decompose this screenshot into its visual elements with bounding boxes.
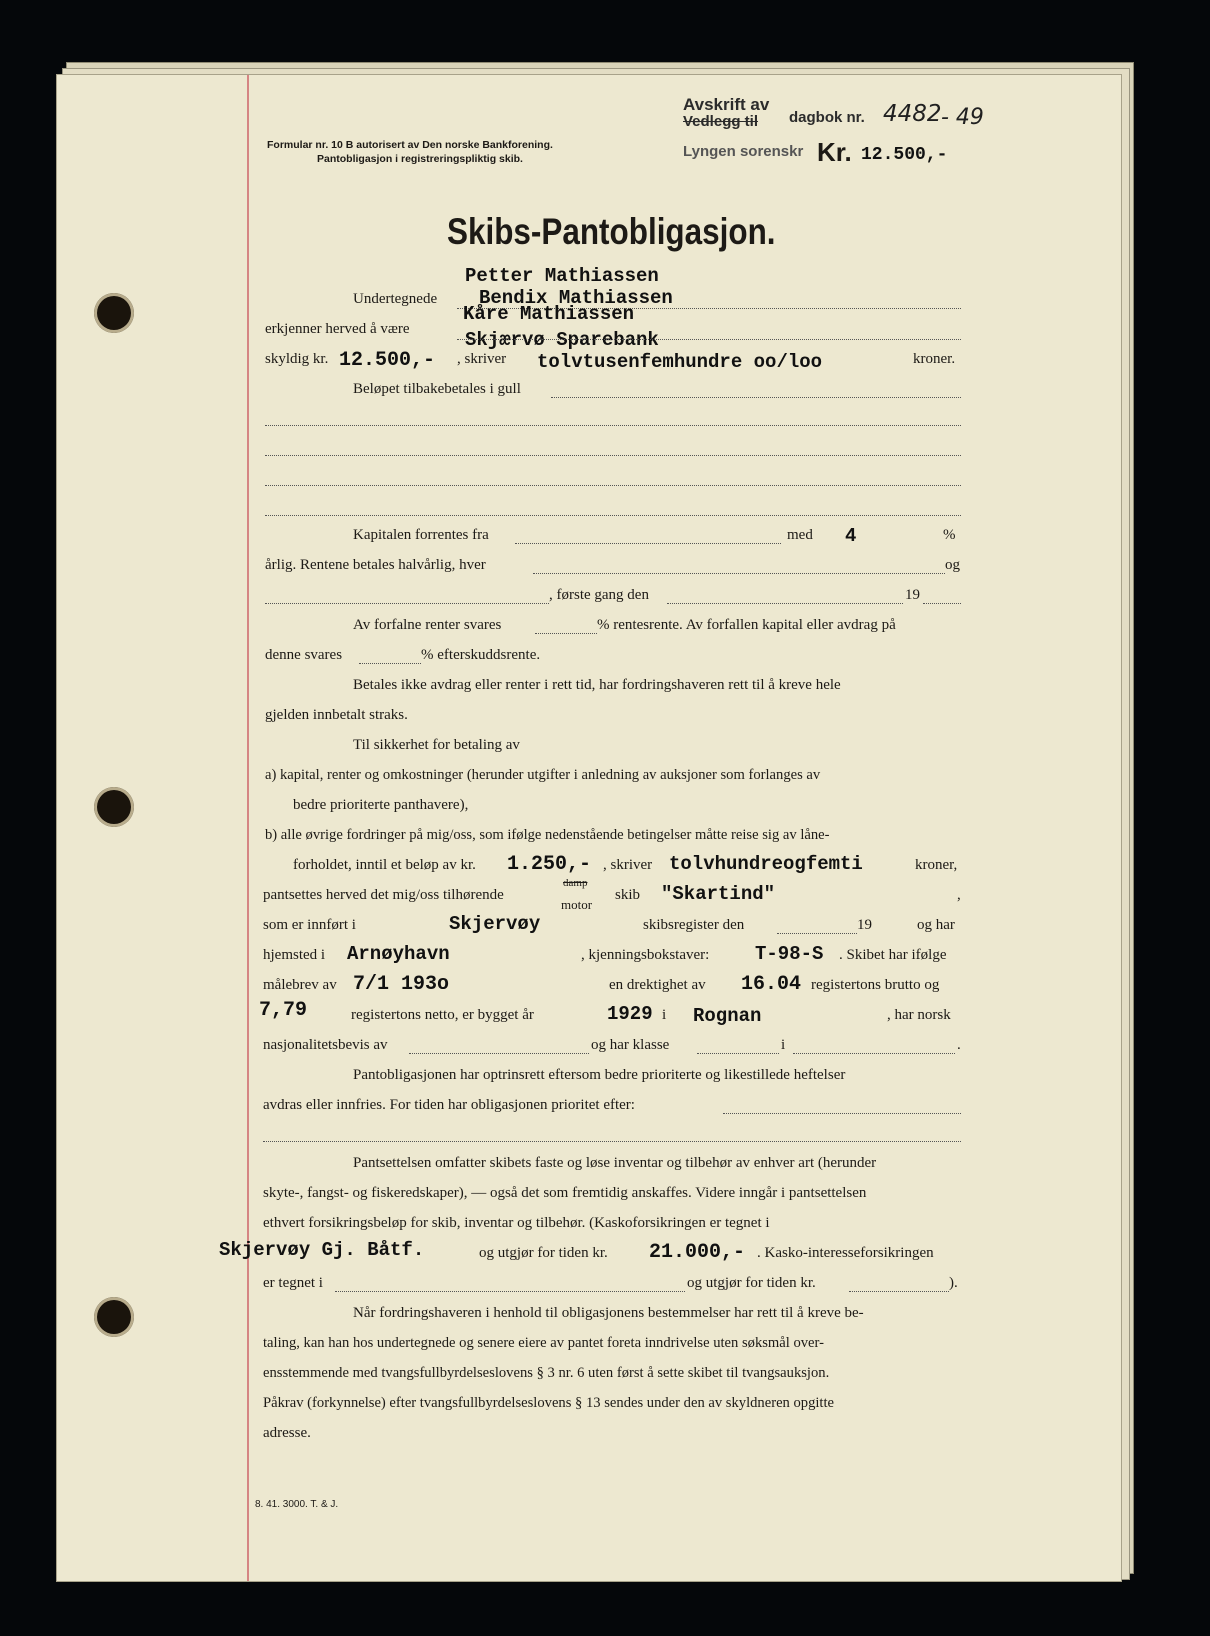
- period: .: [957, 1037, 961, 1053]
- fill-line: [263, 1141, 961, 1142]
- malebrev-date: 7/1 193o: [353, 973, 450, 996]
- utgjor-label: og utgjør for tiden kr.: [479, 1245, 608, 1261]
- skyldig-label: skyldig kr.: [265, 351, 329, 367]
- drektighet-label: en drektighet av: [609, 977, 706, 993]
- built-year: 1929: [607, 1003, 653, 1025]
- netto-label: registertons netto, er bygget år: [351, 1007, 534, 1023]
- pant-line-2: skyte-, fangst- og fiskeredskaper), — også det som fremtidig anskaffes. Videre inngår i pantsettelsen: [263, 1185, 867, 1201]
- og-label: og: [945, 557, 960, 573]
- stamp-sorenskriver: Lyngen sorenskr: [683, 143, 804, 160]
- optrinsrett-line-2: avdras eller innfries. For tiden har obligasjonen prioritet efter:: [263, 1097, 635, 1113]
- fill-line: [551, 397, 961, 398]
- fill-line: [265, 485, 961, 486]
- clause-b-line-2: forholdet, inntil et beløp av kr.: [293, 857, 476, 873]
- creditor-name: Skjærvø Sparebank: [465, 329, 659, 351]
- kasko-interesse: . Kasko-interesseforsikringen: [757, 1245, 934, 1261]
- insurer-name: Skjervøy Gj. Båtf.: [219, 1239, 425, 1261]
- clause-a-line-1: a) kapital, renter og omkostninger (herunder utgifter i anledning av auksjoner som forlanges av: [265, 767, 821, 783]
- fill-line: [265, 455, 961, 456]
- stamp-vedlegg: Vedlegg til: [683, 113, 759, 130]
- efterskudd-text: % efterskuddsrente.: [421, 647, 541, 663]
- fill-line: [535, 633, 597, 634]
- rentesrente-text: % rentesrente. Av forfallen kapital eller avdrag på: [597, 617, 896, 633]
- er-tegnet: er tegnet i: [263, 1275, 323, 1291]
- fill-line: [265, 425, 961, 426]
- b-skriver: , skriver: [603, 857, 653, 873]
- skibet-har: . Skibet har ifølge: [839, 947, 947, 963]
- comma: ,: [957, 887, 961, 903]
- klasse-label: og har klasse: [591, 1037, 670, 1053]
- og-har: og har: [917, 917, 955, 933]
- brutto-label: registertons brutto og: [811, 977, 940, 993]
- debtor-name-1: Petter Mathiassen: [465, 265, 659, 287]
- dagbok-year: - 49: [941, 105, 984, 130]
- close-paren: ).: [949, 1275, 958, 1291]
- med-label: med: [787, 527, 813, 543]
- secured-amount: 1.250,-: [507, 853, 592, 876]
- final-line-2: taling, kan han hos undertegnede og senere eiere av pantet foreta inndrivelse uten søksmål over-: [263, 1335, 824, 1351]
- document-title: Skibs-Pantobligasjon.: [447, 211, 776, 252]
- skibsregister-text: skibsregister den: [643, 917, 745, 933]
- fill-line: [923, 603, 961, 604]
- year-nineteen: 19: [905, 587, 920, 603]
- punch-hole: [94, 787, 134, 827]
- register-place: Skjervøy: [449, 913, 541, 935]
- clause-b-line-1: b) alle øvrige fordringer på mig/oss, som ifølge nedenstående betingelser måtte reise sig av låne-: [265, 827, 830, 843]
- betales-line-1: Betales ikke avdrag eller renter i rett tid, har fordringshaveren rett til å kreve hele: [353, 677, 841, 693]
- arlig-text: årlig. Rentene betales halvårlig, hver: [265, 557, 486, 573]
- kroner-label: kroner.: [913, 351, 956, 367]
- fill-line: [793, 1053, 955, 1054]
- final-line-3: ensstemmende med tvangsfullbyrdelseslovens § 3 nr. 6 uten først å sette skibet til tvangsauksjon.: [263, 1365, 830, 1381]
- pant-line-1: Pantsettelsen omfatter skibets faste og løse inventar og tilbehør av enhver art (herunder: [353, 1155, 877, 1171]
- stamp-dagbok: dagbok nr.: [789, 109, 865, 126]
- malebrev-label: målebrev av: [263, 977, 337, 993]
- print-code: 8. 41. 3000. T. & J.: [255, 1499, 339, 1510]
- net-tonnage: 7,79: [259, 999, 308, 1022]
- final-line-5: adresse.: [263, 1425, 311, 1441]
- margin-line: [247, 75, 249, 1581]
- insured-amount: 21.000,-: [649, 1241, 746, 1264]
- percent-sign: %: [943, 527, 956, 543]
- final-line-1: Når fordringshaveren i henhold til obligasjonens bestemmelser har rett til å kreve be-: [353, 1305, 864, 1321]
- form-number: Formular nr. 10 B autorisert av Den norske Bankforening.: [267, 139, 553, 151]
- year-nineteen-2: 19: [857, 917, 872, 933]
- clause-a-line-2: bedre prioriterte panthavere),: [293, 797, 469, 813]
- interest-rate: 4: [845, 525, 857, 547]
- innfort-text: som er innført i: [263, 917, 356, 933]
- punch-hole: [94, 293, 134, 333]
- i-label: i: [662, 1007, 667, 1023]
- undertegnede-label: Undertegnede: [353, 291, 438, 307]
- built-place: Rognan: [693, 1005, 762, 1027]
- fill-line: [849, 1291, 949, 1292]
- motor-label: motor: [561, 897, 593, 912]
- debtor-name-2: Bendix Mathiassen: [479, 287, 673, 309]
- nasjonalitet-label: nasjonalitetsbevis av: [263, 1037, 388, 1053]
- secured-amount-words: tolvhundreogfemti: [669, 853, 863, 875]
- debt-amount: 12.500,-: [339, 349, 436, 372]
- erkjenner-label: erkjenner herved å være: [265, 321, 410, 337]
- fill-line: [723, 1113, 961, 1114]
- fill-line: [457, 339, 961, 340]
- dagbok-number: 4482: [883, 101, 942, 127]
- damp-struck: damp: [563, 877, 588, 889]
- kapitalen-text: Kapitalen forrentes fra: [353, 527, 489, 543]
- final-line-4: Påkrav (forkynnelse) efter tvangsfullbyrdelseslovens § 13 sendes under den av skyldneren opgitte: [263, 1395, 835, 1411]
- stamp-avskrift: Avskrift av: [683, 95, 770, 114]
- forste-gang: , første gang den: [549, 587, 649, 603]
- debtor-name-3: Kåre Mathiassen: [463, 303, 635, 325]
- fill-line: [697, 1053, 779, 1054]
- gross-tonnage: 16.04: [741, 973, 802, 996]
- hjemsted-label: hjemsted i: [263, 947, 326, 963]
- pantsettes-text: pantsettes herved det mig/oss tilhørende: [263, 887, 504, 903]
- fill-line: [265, 515, 961, 516]
- debt-amount-words: tolvtusenfemhundre oo/loo: [537, 351, 823, 373]
- b-kroner: kroner,: [915, 857, 958, 873]
- skib-label: skib: [615, 887, 641, 903]
- denne-svares: denne svares: [265, 647, 343, 663]
- fill-line: [359, 663, 421, 664]
- kr-label: Kr.: [817, 137, 852, 167]
- gull-text: Beløpet tilbakebetales i gull: [353, 381, 521, 397]
- fill-line: [515, 543, 781, 544]
- kjennings-label: , kjenningsbokstaver:: [581, 947, 710, 963]
- forfalne-text: Av forfalne renter svares: [353, 617, 502, 633]
- fill-line: [533, 573, 945, 574]
- pant-line-3: ethvert forsikringsbeløp for skib, inventar og tilbehør. (Kaskoforsikringen er tegnet i: [263, 1215, 770, 1231]
- betales-line-2: gjelden innbetalt straks.: [265, 707, 408, 723]
- fill-line: [265, 603, 549, 604]
- i-label-2: i: [781, 1037, 786, 1053]
- home-port: Arnøyhavn: [347, 943, 450, 965]
- skriver-label: , skriver: [457, 351, 507, 367]
- document-sheet: [56, 74, 1122, 1582]
- punch-hole: [94, 1297, 134, 1337]
- norsk-label: , har norsk: [887, 1007, 951, 1023]
- form-subtitle: Pantobligasjon i registreringspliktig skib.: [317, 153, 523, 165]
- optrinsrett-line-1: Pantobligasjonen har optrinsrett eftersom bedre prioriterte og likestillede heftelser: [353, 1067, 846, 1083]
- sikkerhet-text: Til sikkerhet for betaling av: [353, 737, 520, 753]
- fill-line: [777, 933, 857, 934]
- ship-name: "Skartind": [661, 883, 776, 905]
- utgjor-label-2: og utgjør for tiden kr.: [687, 1275, 816, 1291]
- fill-line: [409, 1053, 589, 1054]
- fill-line: [335, 1291, 685, 1292]
- call-sign: T-98-S: [755, 943, 824, 965]
- fill-line: [667, 603, 903, 604]
- kr-amount: 12.500,-: [861, 145, 948, 165]
